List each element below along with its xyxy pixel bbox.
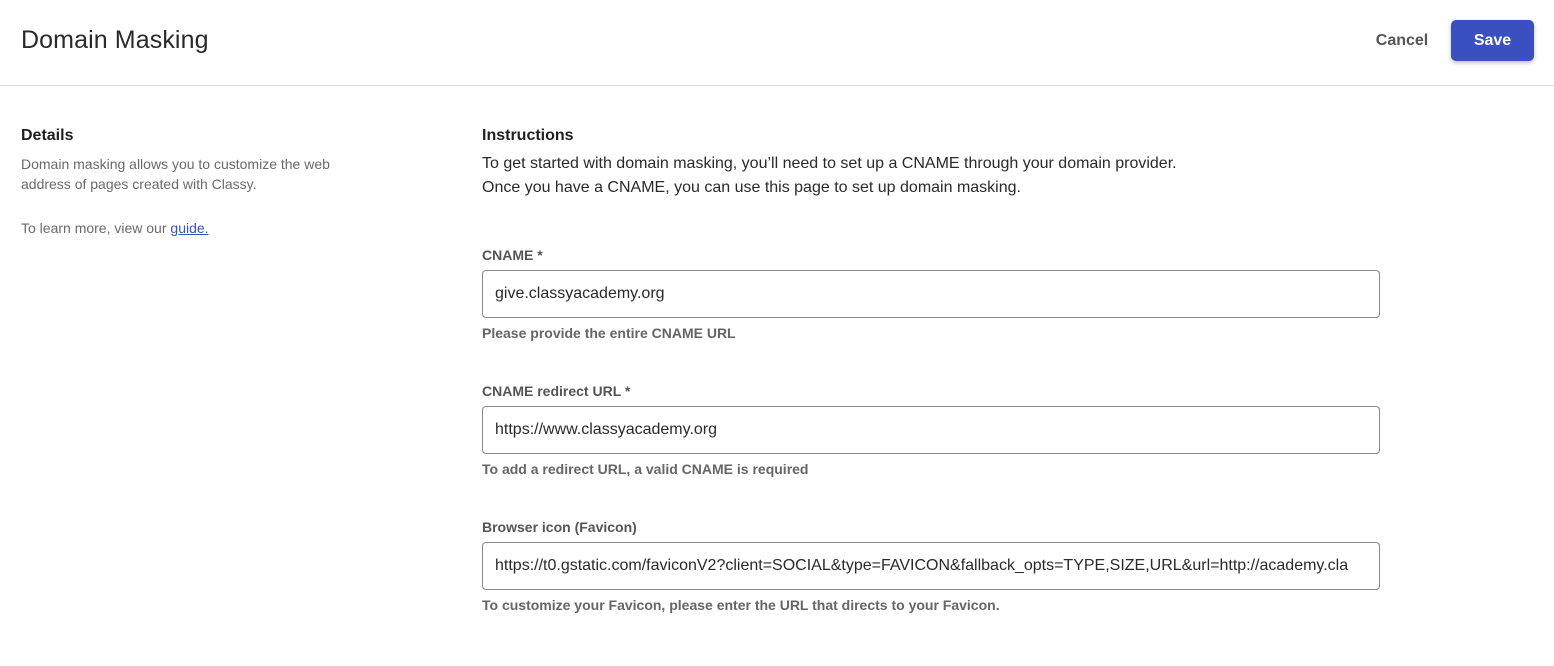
instructions-panel [482,126,1382,200]
page-title: Domain Masking [21,26,209,54]
cancel-button[interactable]: Cancel [1366,20,1438,61]
cname-label: CNAME * [482,247,543,263]
redirect-hint: To add a redirect URL, a valid CNAME is required [482,461,809,477]
cname-hint: Please provide the entire CNAME URL [482,325,736,341]
details-learn-more [21,218,371,238]
instructions-heading: Instructions [482,127,574,144]
cname-field-group [482,246,1380,342]
cname-input[interactable] [482,270,1380,318]
instructions-line-2: Once you have a CNAME, you can use this page to set up domain masking. [482,179,1021,196]
page-header [0,0,1554,86]
favicon-label: Browser icon (Favicon) [482,519,637,535]
learn-more-text: To learn more, view our [21,220,171,236]
save-button[interactable]: Save [1451,20,1534,61]
details-description: Domain masking allows you to customize the web address of pages created with Classy. [21,156,330,192]
favicon-hint: To customize your Favicon, please enter the URL that directs to your Favicon. [482,597,1000,613]
redirect-url-input[interactable] [482,406,1380,454]
guide-link[interactable]: guide. [170,220,209,236]
details-heading: Details [21,127,74,144]
favicon-url-input[interactable] [482,542,1380,590]
redirect-label: CNAME redirect URL * [482,383,631,399]
redirect-field-group [482,382,1380,478]
details-panel [21,126,371,238]
favicon-field-group [482,518,1380,614]
instructions-line-1: To get started with domain masking, you’ll need to set up a CNAME through your domain provider. [482,155,1177,172]
instructions-text [482,152,1382,200]
